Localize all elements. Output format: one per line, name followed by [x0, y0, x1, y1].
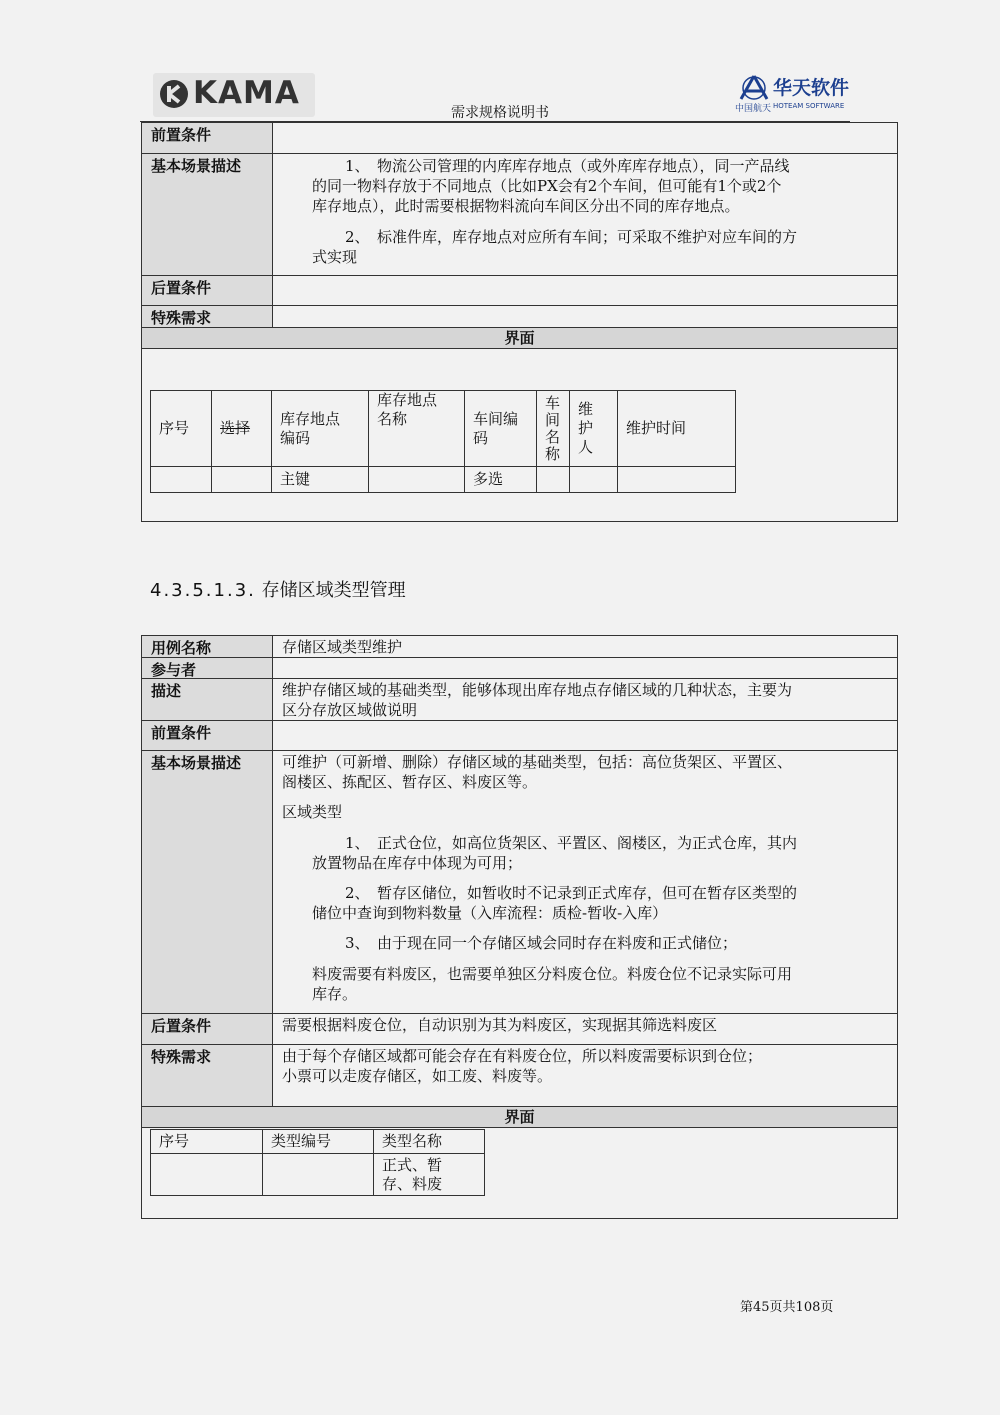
t2-cell: [263, 1154, 374, 1196]
t1-cell: [369, 467, 465, 493]
t1-col-ws-code-l1: 车间编: [473, 409, 519, 428]
t2-scene-l9: 料废需要有料废区，也需要单独区分料废仓位。料废仓位不记录实际可用: [312, 965, 793, 983]
t1-col-loc-code: [272, 391, 369, 467]
t1-col-ws-name: [537, 391, 570, 467]
t2-label-basic-scene: 基本场景描述: [142, 751, 273, 1013]
t2-scene-l4: 1、 正式仓位，如高位货架区、平置区、阁楼区，为正式仓库，其内: [345, 834, 798, 852]
t1-scene-p1: 1、 物流公司管理的内库库存地点（或外库库存地点），同一产品线: [345, 157, 790, 175]
t2-label-special: 特殊需求: [142, 1045, 273, 1106]
t2-scene-l1: 可维护（可新增、删除）存储区域的基础类型，包括：高位货架区、平置区、: [282, 753, 793, 771]
t1-col-ws-code: [465, 391, 537, 467]
t1-cell-primary-key: 主键: [272, 467, 369, 493]
t1-col-loc-code-l2: 编码: [280, 428, 311, 447]
t1-col-ws-name-c2: 间: [545, 410, 561, 429]
t2-cell-type-values-l1: 正式、暂: [382, 1155, 443, 1174]
doc-title: 需求规格说明书: [451, 105, 549, 121]
t2-special-l1: 由于每个存储区域都可能会存在有料废仓位，所以料废需要标识到仓位；: [282, 1047, 763, 1065]
t1-cell: [212, 467, 272, 493]
t1-col-maintainer: [570, 391, 618, 467]
hoteam-logo-main: 华天软件: [773, 77, 850, 99]
t1-col-maint-time: 维护时间: [618, 391, 736, 467]
t1-col-ws-name-c4: 称: [545, 444, 561, 463]
t2-label-column-divider: [272, 636, 273, 1106]
t1-col-maintainer-c2: 护: [578, 419, 594, 437]
t2-scene-l6: 2、 暂存区储位，如暂收时不记录到正式库存，但可在暂存区类型的: [345, 884, 798, 902]
t1-label-basic-scene: 基本场景描述: [142, 154, 273, 275]
t2-description-l2: 区分存放区域做说明: [282, 701, 418, 719]
t2-col-seq: 序号: [151, 1130, 263, 1154]
section-title: 存储区域类型管理: [261, 580, 406, 601]
t2-scene-l2: 阁楼区、拣配区、暂存区、料废区等。: [282, 773, 538, 791]
t2-scene-l8: 3、 由于现在同一个存储区域会同时存在料废和正式储位；: [345, 934, 738, 952]
t2-special-l2: 小票可以走废存储区，如工废、料废等。: [282, 1067, 553, 1085]
t1-cell: [618, 467, 736, 493]
section-number: 4.3.5.1.3.: [150, 580, 256, 601]
t2-description-l1: 维护存储区域的基础类型，能够体现出库存地点存储区域的几种状态，主要为: [282, 681, 793, 699]
hoteam-logo-sub-en: HOTEAM SOFTWARE: [773, 102, 845, 110]
t1-scene-p2: 2、 标准件库，库存地点对应所有车间；可采取不维护对应车间的方: [345, 228, 798, 246]
t2-scene-l3: 区域类型: [282, 803, 343, 821]
t1-col-ws-code-l2: 码: [473, 428, 489, 447]
t1-scene-p1c: 库存地点），此时需要根据物料流向车间区分出不同的库存地点。: [312, 197, 740, 215]
t2-cell-type-values: [374, 1154, 485, 1196]
t1-label-special: 特殊需求: [142, 306, 273, 327]
t2-label-actor: 参与者: [142, 658, 273, 679]
kama-logo-text: KAMA: [193, 75, 300, 111]
t2-label-use-case: 用例名称: [142, 636, 273, 657]
t2-cell: [151, 1154, 263, 1196]
t1-col-loc-name-l2: 名称: [377, 410, 408, 428]
page-number: 第45页共108页: [740, 1300, 834, 1315]
t2-label-postcondition: 后置条件: [142, 1014, 273, 1044]
t1-col-maintainer-c3: 人: [578, 438, 594, 456]
t2-cell-type-values-l2: 存、料废: [382, 1174, 443, 1193]
t1-col-seq: 序号: [151, 391, 212, 467]
t2-ui-table: [150, 1129, 485, 1196]
t1-col-loc-code-l1: 库存地点: [280, 409, 341, 428]
t1-col-select: 选择: [212, 391, 272, 467]
casc-emblem-icon: [737, 75, 771, 101]
t1-label-precondition: 前置条件: [142, 123, 273, 154]
t1-cell-multiselect: 多选: [465, 467, 537, 493]
t2-col-type-code: 类型编号: [263, 1130, 374, 1154]
kama-logo-icon: [159, 79, 189, 109]
t2-col-type-name: 类型名称: [374, 1130, 485, 1154]
t1-cell: [570, 467, 618, 493]
t1-label-postcondition: 后置条件: [142, 276, 273, 306]
t1-scene-p2b: 式实现: [312, 248, 358, 266]
t2-scene-l7: 储位中查询到物料数量（入库流程：质检-暂收-入库）: [312, 904, 668, 922]
section-heading: [150, 576, 406, 602]
t2-scene-l5: 放置物品在库存中体现为可用；: [312, 854, 523, 872]
t1-cell: [537, 467, 570, 493]
t2-postcondition-value: 需要根据料废仓位，自动识别为其为料废区，实现据其筛选料废区: [282, 1016, 718, 1034]
hoteam-logo: [735, 75, 853, 117]
t1-ui-table: [150, 390, 736, 493]
t2-label-precondition: 前置条件: [142, 721, 273, 750]
t1-label-column-divider: [272, 123, 273, 327]
t1-col-loc-name: [369, 391, 465, 467]
t1-cell: [151, 467, 212, 493]
t1-col-maintainer-c1: 维: [578, 400, 594, 418]
hoteam-logo-sub-cn: 中国航天: [735, 104, 772, 114]
t2-scene-l10: 库存。: [312, 985, 358, 1003]
t1-col-ws-name-c1: 车: [545, 393, 561, 412]
t1-scene-p1b: 的同一物料存放于不同地点（比如PX会有2个车间，但可能有1个或2个: [312, 177, 782, 195]
t2-use-case-value: 存储区域类型维护: [282, 638, 403, 656]
t2-interface-bar: 界面: [142, 1106, 897, 1128]
t1-interface-bar: 界面: [142, 327, 897, 349]
t2-label-description: 描述: [142, 679, 273, 720]
t1-col-ws-name-c3: 名: [545, 427, 561, 446]
kama-logo: [153, 73, 315, 117]
t1-col-loc-name-l1: 库存地点: [377, 391, 438, 409]
